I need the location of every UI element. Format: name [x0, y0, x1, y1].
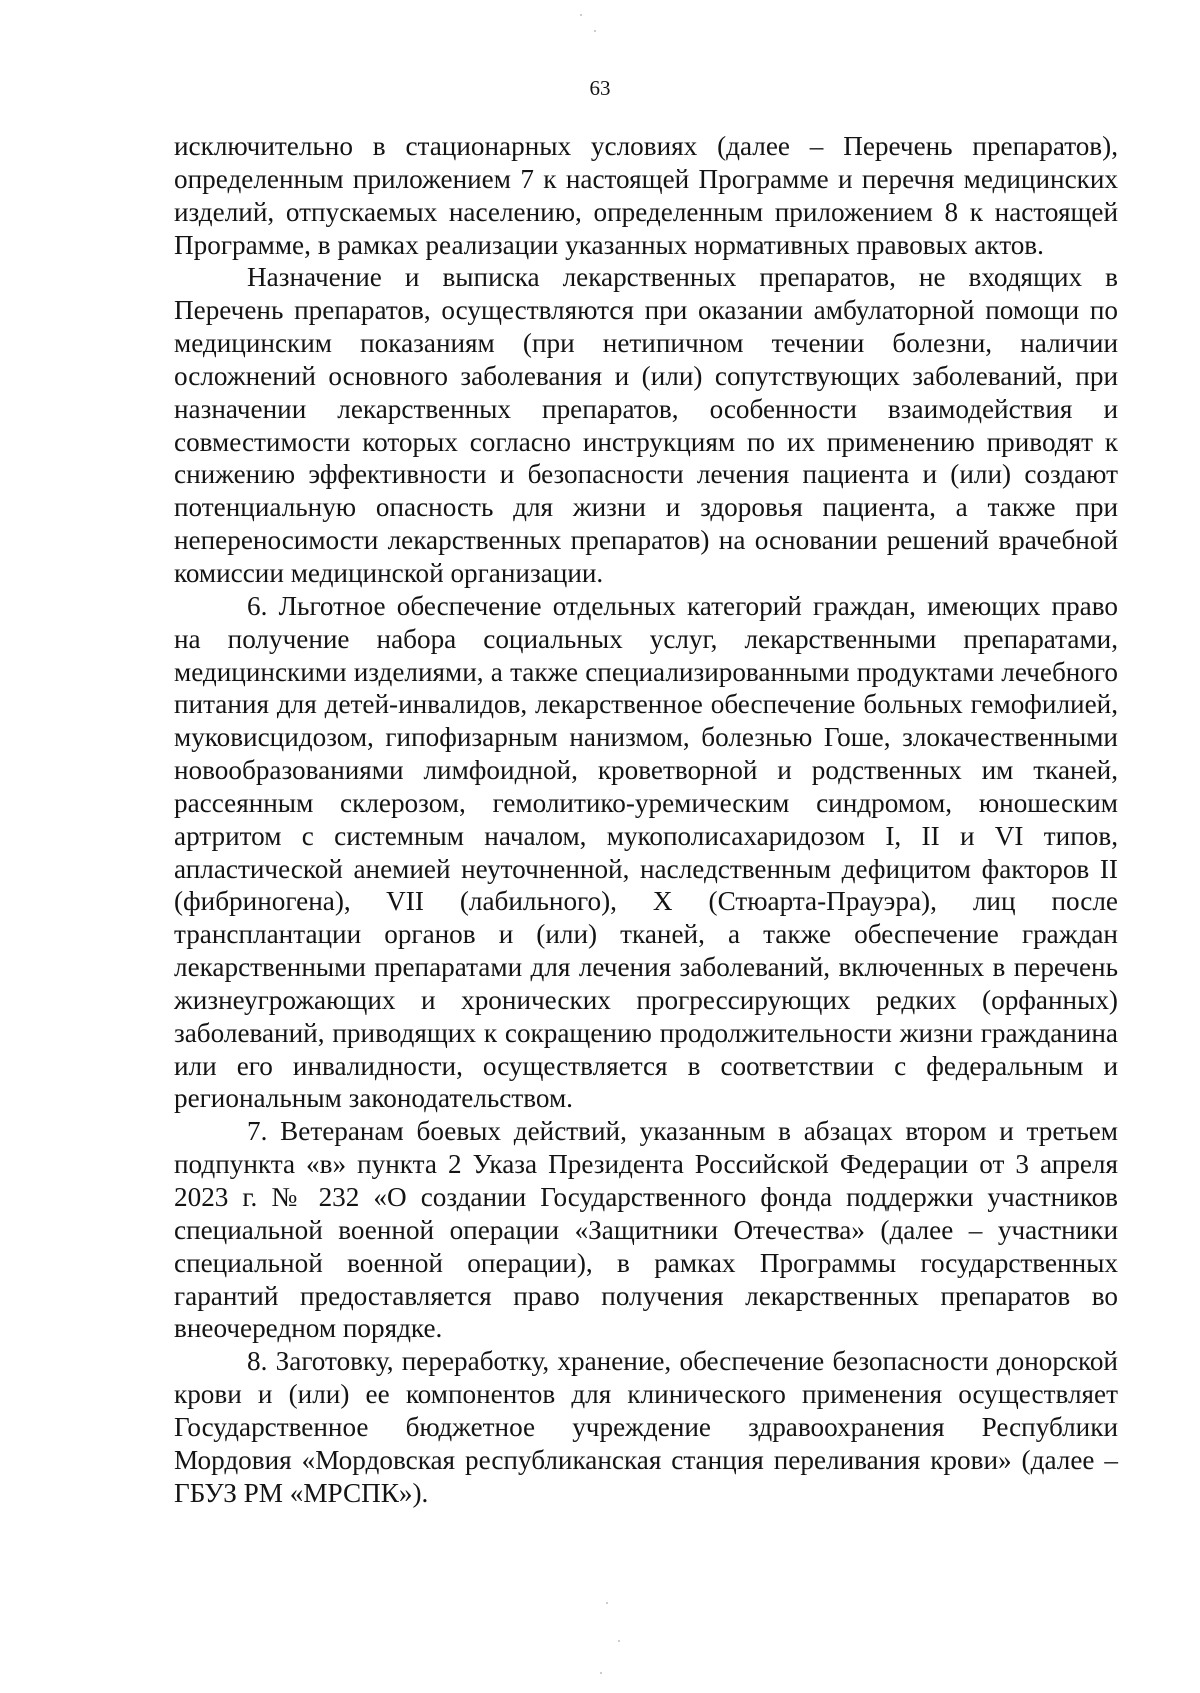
scan-speck — [600, 1672, 602, 1674]
page-number: 63 — [589, 76, 611, 100]
scan-speck — [606, 1602, 608, 1604]
scan-speck — [618, 1640, 620, 1642]
paragraph-item-6: 6. Льготное обеспечение отдельных категорий граждан, имеющих право на получение набора социальных услуг, лекарственными препаратами, медицинскими изделиями, а также специализированными продуктами лечебного питания для детей-инвалидов, лекарственное обеспечение больных гемофилией, муковисцидозом, гипофизарным нанизмом, болезнью Гоше, злокачественными новообразованиями лимфоидной, кроветворной и родственных им тканей, рассеянным склерозом, гемолитико-уремическим синдромом, юношеским артритом с системным началом, мукополисахаридозом I, II и VI типов, апластической анемией неуточненной, наследственным дефицитом факторов II (фибриногена), VII (лабильного), X (Стюарта-Прауэра), лиц после трансплантации органов и (или) тканей, а также обеспечение граждан лекарственными препаратами для лечения заболеваний, включенных в перечень жизнеугрожающих и хронических прогрессирующих редких (орфанных) заболеваний, приводящих к сокращению продолжительности жизни гражданина или его инвалидности, осуществляется в соответствии с федеральным и региональным законодательством. — [174, 590, 1118, 1114]
paragraph-item-8: 8. Заготовку, переработку, хранение, обеспечение безопасности донорской крови и (или) ее компонентов для клинического применения осуществляет Государственное бюджетное учреждение здравоохранения Республики Мордовия «Мордовская республиканская станция переливания крови» (далее – ГБУЗ РМ «МРСПК»). — [174, 1346, 1118, 1508]
paragraph-prescription: Назначение и выписка лекарственных препаратов, не входящих в Перечень препаратов, осуществляются при оказании амбулаторной помощи по медицинским показаниям (при нетипичном течении болезни, наличии осложнений основного заболевания и (или) сопутствующих заболеваний, при назначении лекарственных препаратов, особенности взаимодействия и совместимости которых согласно инструкциям по их применению приводят к снижению эффективности и безопасности лечения пациента и (или) создают потенциальную опасность для жизни и здоровья пациента, а также при непереносимости лекарственных препаратов) на основании решений врачебной комиссии медицинской организации. — [174, 262, 1118, 588]
scan-speck — [580, 14, 582, 16]
document-body — [174, 130, 1118, 1509]
paragraph-continuation: исключительно в стационарных условиях (далее – Перечень препаратов), определенным приложением 7 к настоящей Программе и перечня медицинских изделий, отпускаемых населению, определенным приложением 8 к настоящей Программе, в рамках реализации указанных нормативных правовых актов. — [174, 131, 1118, 260]
scan-speck — [594, 30, 596, 32]
paragraph-item-7: 7. Ветеранам боевых действий, указанным в абзацах втором и третьем подпункта «в» пункта 2 Указа Президента Российской Федерации от 3 апреля 2023 г. № 232 «О создании Государственного фонда поддержки участников специальной военной операции «Защитники Отечества» (далее – участники специальной военной операции), в рамках Программы государственных гарантий предоставляется право получения лекарственных препаратов во внеочередном порядке. — [174, 1116, 1118, 1344]
